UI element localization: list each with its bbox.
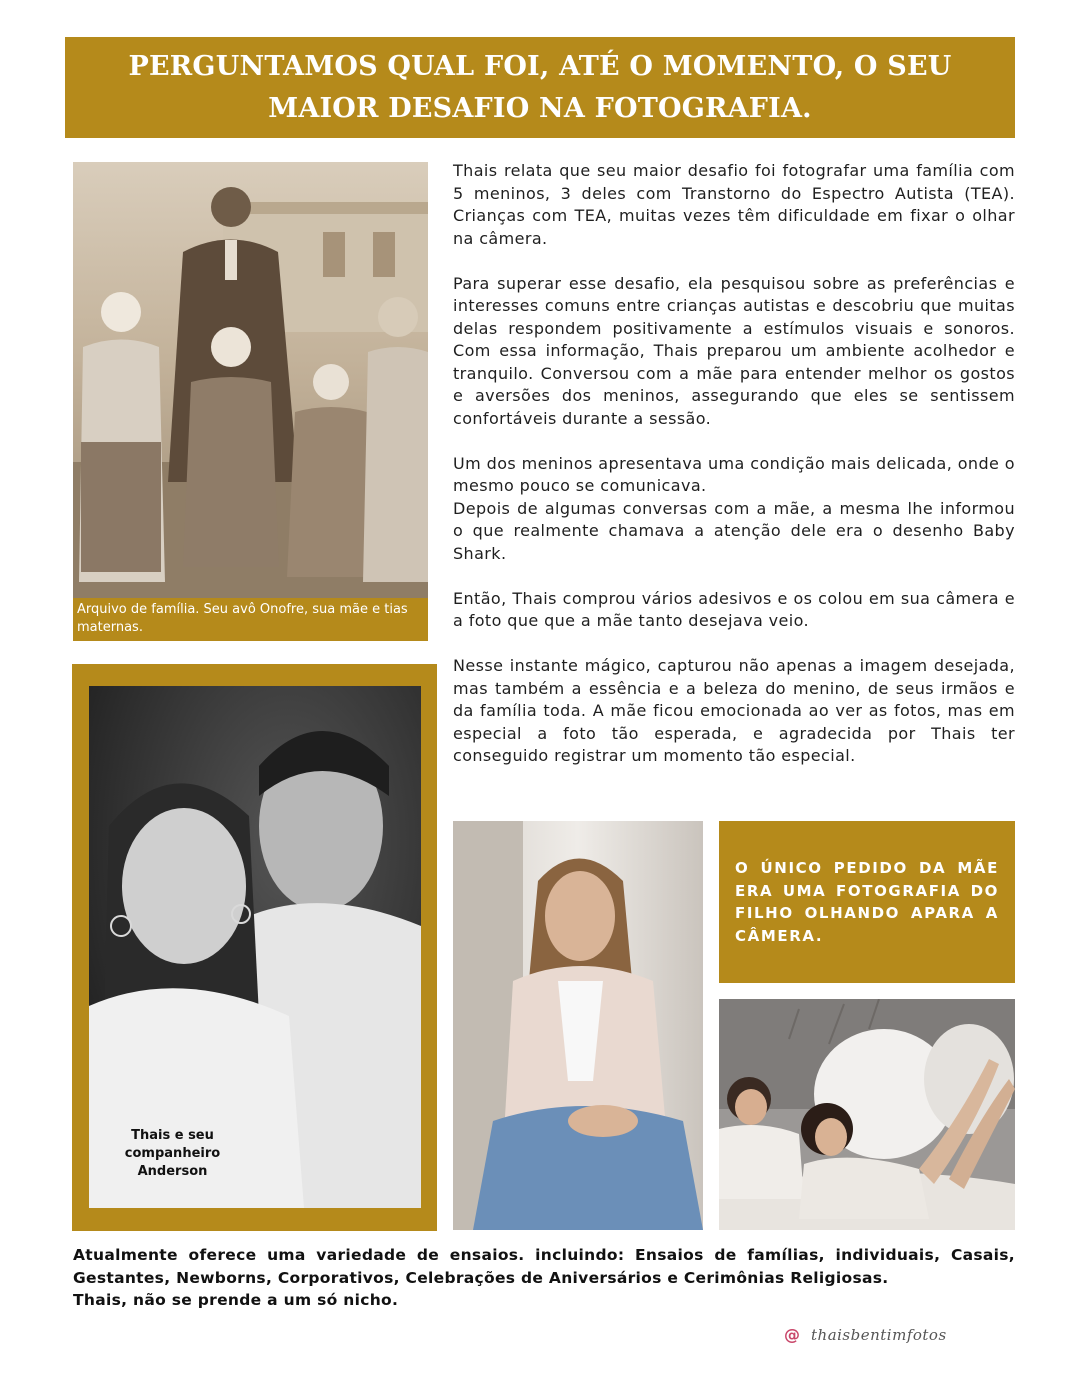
couple-photo-caption: Thais e seu companheiro Anderson bbox=[124, 1128, 221, 1179]
services-text: Atualmente oferece uma variedade de ensaios. incluindo: Ensaios de famílias, individuais, Casais, Gestantes, Newborns, Corporativos, Celebrações de Aniversários e Cerimônias Religiosas. bbox=[73, 1246, 1015, 1287]
thais-portrait-photo bbox=[453, 821, 703, 1230]
pull-quote-text: O ÚNICO PEDIDO DA MÃE ERA UMA FOTOGRAFIA DO FILHO OLHANDO APARA A CÂMERA. bbox=[735, 859, 999, 945]
instagram-icon: @ bbox=[784, 1325, 800, 1344]
family-photo-caption: Arquivo de família. Seu avô Onofre, sua mãe e tias maternas. bbox=[73, 598, 428, 641]
article-paragraph: Para superar esse desafio, ela pesquisou sobre as preferências e interesses comuns entre crianças autistas e descobriu que muitas delas respondem positivamente a estímulos visuais e sonoros. Com essa informação, Thais preparou um ambiente acolhedor e tranquilo. Conversou com a mãe para entender melhor os gostos e aversões dos meninos, assegurando que eles se sentissem confortáveis durante a sessão. bbox=[453, 273, 1015, 428]
title-banner bbox=[65, 37, 1015, 138]
niche-text: Thais, não se prende a um só nicho. bbox=[73, 1291, 399, 1309]
article-paragraph: Thais relata que seu maior desafio foi fotografar uma família com 5 meninos, 3 deles com Transtorno do Espectro Autista (TEA). Crianças com TEA, muitas vezes têm dificuldade em fixar o olhar na câmera. bbox=[453, 161, 1015, 248]
mother-daughter-photo bbox=[719, 999, 1015, 1230]
pull-quote-box bbox=[719, 821, 1015, 983]
page-title: PERGUNTAMOS QUAL FOI, ATÉ O MOMENTO, O SEU MAIOR DESAFIO NA FOTOGRAFIA. bbox=[128, 50, 952, 124]
instagram-handle-text: thaisbentimfotos bbox=[811, 1326, 947, 1344]
article-paragraph: Depois de algumas conversas com a mãe, a mesma lhe informou o que realmente chamava a atenção dele era o desenho Baby Shark. bbox=[453, 498, 1015, 563]
instagram-handle[interactable] bbox=[783, 1326, 947, 1344]
article-paragraph: Então, Thais comprou vários adesivos e os colou em sua câmera e a foto que que a mãe tanto desejava veio. bbox=[453, 588, 1015, 630]
article-paragraph: Nesse instante mágico, capturou não apenas a imagem desejada, mas também a essência e a beleza do menino, de seus irmãos e da família toda. A mãe ficou emocionada ao ver as fotos, mas em especial a foto tão esperada, e agradecida por Thais ter conseguido registrar um momento tão especial. bbox=[453, 656, 1015, 765]
services-footer bbox=[73, 1244, 1015, 1312]
family-archive-photo bbox=[73, 162, 428, 598]
article-body bbox=[453, 160, 1015, 790]
article-paragraph: Um dos meninos apresentava uma condição mais delicada, onde o mesmo pouco se comunicava. bbox=[453, 453, 1015, 495]
